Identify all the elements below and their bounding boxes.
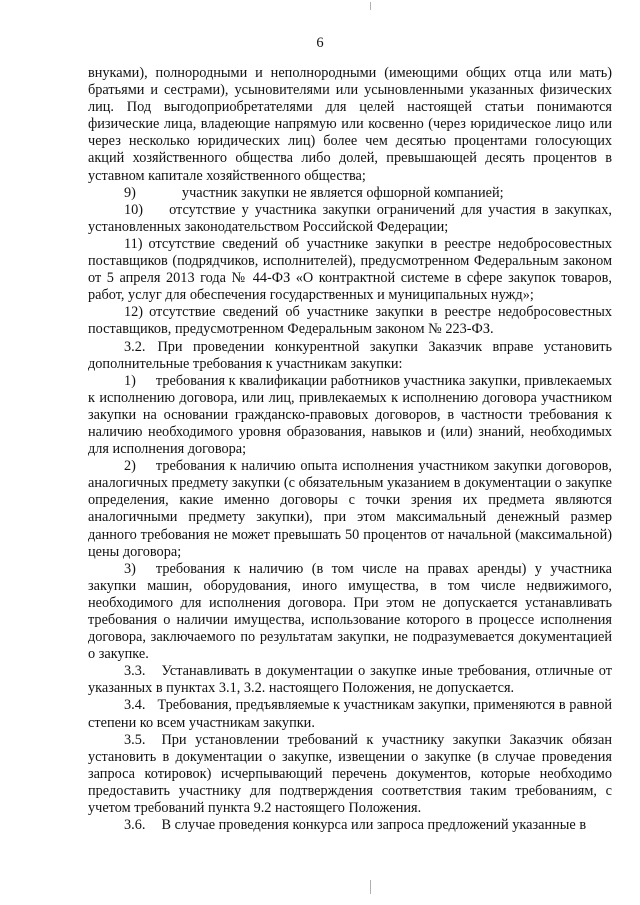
section-3-5-number: 3.5.	[124, 731, 146, 748]
bottom-edge-mark	[370, 880, 371, 894]
document-body	[88, 65, 612, 834]
list-item-12	[88, 304, 612, 338]
section-3-2-item-1	[88, 373, 612, 458]
section-3-4-number: 3.4.	[124, 697, 146, 714]
section-3-2-item-3-number: 3)	[124, 560, 136, 577]
list-item-11	[88, 236, 612, 304]
section-3-6-text: В случае проведения конкурса или запроса предложений указанные в	[161, 817, 587, 834]
list-item-9	[88, 185, 612, 202]
list-item-9-text: участник закупки не является офшорной компанией;	[181, 184, 504, 201]
section-3-4-text: Требования, предъявляемые к участникам закупки, применяются в равной степени ко всем участникам закупки.	[88, 697, 612, 731]
section-3-2	[88, 339, 612, 373]
section-3-5	[88, 732, 612, 817]
section-3-3-number: 3.3.	[124, 663, 146, 680]
section-3-6-number: 3.6.	[124, 817, 146, 834]
section-3-2-item-2-number: 2)	[124, 458, 136, 475]
list-item-11-text: отсутствие сведений об участнике закупки в реестре недобросовестных поставщиков (подрядчиков, исполнителей), предусмотренном Федеральным законом от 5 апреля 2013 года № 44-ФЗ «О контрактной системе в сфере закупок товаров, работ, услуг для обеспечения государственных и муниципальных нужд»;	[88, 235, 612, 304]
section-3-2-item-1-number: 1)	[124, 372, 136, 389]
list-item-10	[88, 202, 612, 236]
section-3-2-item-1-text: требования к квалификации работников участника закупки, привлекаемых к исполнению договора, или лиц, привлекаемых к исполнению договора участником закупки на основании гражданско-правовых договоров, в частности требования к наличию необходимого уровня образования, навыков и (или) знаний, необходимых для исполнения договора;	[88, 372, 612, 458]
list-item-11-number: 11)	[124, 235, 143, 252]
section-3-6	[88, 817, 612, 834]
section-3-2-number: 3.2.	[124, 338, 146, 355]
section-3-3-text: Устанавливать в документации о закупке иные требования, отличные от указанных в пунктах 3.1, 3.2. настоящего Положения, не допускается.	[88, 663, 612, 697]
section-3-2-item-3-text: требования к наличию (в том числе на правах аренды) у участника закупки машин, оборудования, иного имущества, в том числе недвижимого, необходимого для исполнения договора. При этом не допускается устанавливать требования о наличии имущества, использование которого в процессе исполнения договора, заключаемого по результатам закупки, не подразумевается документацией о закупке.	[88, 560, 612, 663]
section-3-4	[88, 697, 612, 731]
section-3-2-item-3	[88, 561, 612, 664]
section-3-2-text: При проведении конкурентной закупки Заказчик вправе установить дополнительные требования к участникам закупки:	[88, 338, 612, 372]
page-number: 6	[316, 35, 324, 51]
section-3-2-item-2-text: требования к наличию опыта исполнения участником закупки договоров, аналогичных предмету закупки (с обязательным указанием в документации о закупке определения, какие именно договоры с точки зрения их предмета являются аналогичными предмету закупки), при этом максимальный денежный размер данного требования не может превышать 50 процентов от начальной (максимальной) цены договора;	[88, 458, 612, 560]
section-3-5-text: При установлении требований к участнику закупки Заказчик обязан установить в документации о закупке, извещении о закупке (в случае проведения запроса котировок) исчерпывающий перечень документов, которые необходимо предоставить участнику для подтверждения соответствия таким требованиям, с учетом требований пункта 9.2 настоящего Положения.	[88, 731, 612, 817]
list-item-12-text: отсутствие сведений об участнике закупки в реестре недобросовестных поставщиков, предусмотренном Федеральным законом № 223-ФЗ.	[88, 304, 612, 338]
list-item-9-number: 9)	[124, 184, 136, 201]
paragraph-continued: внуками), полнородными и неполнородными (имеющими общих отца или мать) братьями и сестрами), усыновителями или усыновленными указанных физических лиц. Под выгодоприобретателями для целей настоящей статьи понимаются физические лица, владеющие напрямую или косвенно (через юридическое лицо или через несколько юридических лиц) более чем десятью процентами голосующих акций хозяйственного общества либо долей, превышающей десять процентов в уставном капитале хозяйственного общества;	[88, 65, 612, 184]
list-item-12-number: 12)	[124, 304, 144, 321]
section-3-2-item-2	[88, 458, 612, 561]
section-3-3	[88, 663, 612, 697]
list-item-10-number: 10)	[124, 201, 144, 218]
list-item-10-text: отсутствие у участника закупки ограничений для участия в закупках, установленных законодательством Российской Федерации;	[88, 201, 612, 235]
top-edge-mark	[370, 2, 371, 10]
